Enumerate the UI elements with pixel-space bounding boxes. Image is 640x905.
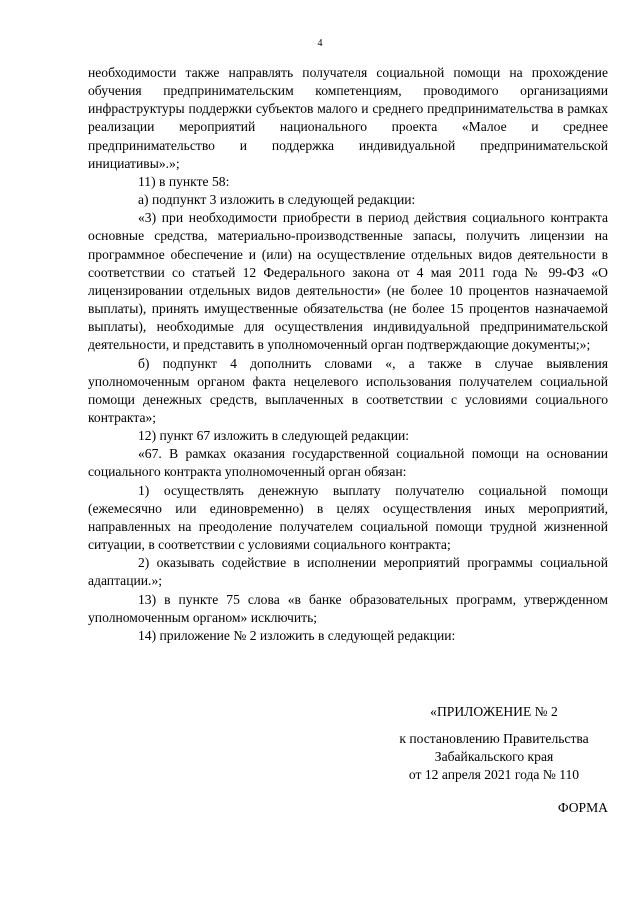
appendix-reference-line: от 12 апреля 2021 года № 110: [408, 767, 580, 782]
paragraph: «3) при необходимости приобрести в период действия социального контракта основные средства, материально-производственные запасы, получить лицензии на программное обеспечение и (или) на осуществление отдельных видов деятельности в соответствии со статьей 12 Федерального закона от 4 мая 2011 года № 99-ФЗ «О лицензировании отдельных видов деятельности» (не более 10 процентов назначаемой выплаты), принять имущественные обязательства (не более 15 процентов назначаемой выплаты), необходимые для осуществления индивидуальной предпринимательской деятельности, и представить в уполномоченный орган подтверждающие документы;»;: [88, 210, 608, 353]
paragraph: 14) приложение № 2 изложить в следующей редакции:: [138, 627, 456, 643]
page-number: 4: [317, 38, 323, 49]
paragraph: «67. В рамках оказания государственной социальной помощи на основании социального контракта уполномоченный орган обязан:: [88, 446, 608, 480]
paragraph: б) подпункт 4 дополнить словами «, а также в случае выявления уполномоченным органом факта нецелевого использования получателем социальной помощи денежных средств, выплаченных в соответствии с условиями социального контракта»;: [88, 355, 608, 425]
paragraph: 13) в пункте 75 слова «в банке образовательных программ, утвержденном уполномоченным органом» исключить;: [88, 591, 608, 625]
appendix-reference: [386, 730, 602, 784]
form-label: ФОРМА: [557, 800, 608, 815]
paragraph: 12) пункт 67 изложить в следующей редакции:: [138, 428, 410, 444]
paragraph: а) подпункт 3 изложить в следующей редакции:: [138, 192, 416, 208]
appendix-reference-line: к постановлению Правительства: [399, 731, 589, 746]
appendix-reference-line: Забайкальского края: [434, 749, 554, 764]
paragraph: 1) осуществлять денежную выплату получателю социальной помощи (ежемесячно или единовременно) в целях осуществления иных мероприятий, направленных на преодоление получателем социальной помощи трудной жизненной ситуации, в соответствии с условиями социального контракта;: [88, 482, 608, 553]
paragraph: 2) оказывать содействие в исполнении мероприятий программы социальной адаптации.»;: [88, 555, 608, 589]
paragraph: необходимости также направлять получателя социальной помощи на прохождение обучения предпринимательским компетенциям, проводимого организациями инфраструктуры поддержки субъектов малого и среднего предпринимательства в рамках реализации мероприятий национального проекта «Малое и среднее предпринимательство и поддержка индивидуальной предпринимательской инициативы».»;: [88, 65, 608, 171]
document-body: [88, 64, 608, 645]
paragraph: 11) в пункте 58:: [138, 173, 230, 189]
appendix-title: «ПРИЛОЖЕНИЕ № 2: [430, 704, 558, 719]
